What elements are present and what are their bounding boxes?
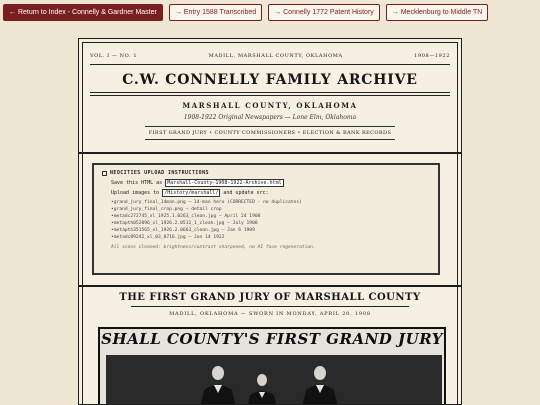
section-divider: [79, 152, 461, 154]
location-label: MADILL, MARSHALL COUNTY, OKLAHOMA: [208, 53, 343, 59]
tagline: 1908-1922 Original Newspapers — Lone Elm, Oklahoma: [183, 114, 357, 121]
article-headline: THE FIRST GRAND JURY OF MARSHALL COUNTY: [119, 292, 421, 303]
entry-1588-button[interactable]: → Entry 1588 Transcribed: [169, 4, 262, 21]
upload-path[interactable]: /History/marshall/: [164, 190, 219, 196]
return-to-index-button[interactable]: ← Return to Index - Connelly & Gardner Master: [3, 4, 163, 21]
photo-image: [106, 355, 438, 404]
scan-note: All scans cleaned: brightness/contrast sharpened, no AI face regeneration.: [111, 245, 316, 250]
list-item: • grand_jury_final_14man.png — 14-man hero (CORRECTED - no duplicates): [111, 200, 430, 205]
list-item: • metadc89242_xl_03_0716.jpg — Jan 14 1922: [111, 235, 430, 240]
years-label: 1908—1922: [414, 53, 450, 59]
divider: [90, 64, 450, 65]
page-subtitle: MARSHALL COUNTY, OKLAHOMA: [182, 101, 358, 110]
photo-caption: SHALL COUNTY'S FIRST GRAND JURY: [101, 330, 443, 348]
divider: [90, 92, 450, 93]
newspaper-page: [78, 38, 462, 405]
section-divider: [79, 285, 461, 287]
upload-suffix: and update src:: [223, 190, 269, 196]
volume-label: VOL. I — NO. 1: [90, 53, 138, 59]
page-title: C.W. CONNELLY FAMILY ARCHIVE: [122, 72, 418, 88]
upload-title: [102, 170, 430, 176]
mecklenburg-button[interactable]: → Mecklenburg to Middle TN: [386, 4, 489, 21]
upload-title-text: NEOCITIES UPLOAD INSTRUCTIONS: [110, 170, 209, 176]
save-instruction: [102, 180, 430, 186]
divider: [90, 95, 450, 96]
upload-instruction: [102, 190, 430, 196]
save-filename[interactable]: Marshall-County-1908-1922-Archive.html: [167, 180, 282, 186]
list-item: • metapth052096_xl_1926.2.0511_1_clean.jpg — July 1908: [111, 221, 430, 226]
document-icon: [102, 171, 107, 176]
article-dateline: MADILL, OKLAHOMA — SWORN IN MONDAY, APRIL 20, 1908: [169, 311, 371, 317]
connelly-patent-button[interactable]: → Connelly 1772 Patent History: [268, 4, 380, 21]
top-navigation: [0, 0, 540, 26]
topics-bar: FIRST GRAND JURY • COUNTY COMMISSIONERS • ELECTION & BANK RECORDS: [145, 126, 395, 140]
jurors-figures-icon: [106, 355, 442, 405]
masthead-bar: [90, 53, 450, 59]
save-prefix: Save this HTML as: [111, 180, 163, 186]
grand-jury-photo: [98, 327, 446, 405]
divider: [131, 306, 409, 307]
file-list: [111, 200, 430, 240]
upload-instructions-box: [92, 163, 440, 275]
list-item: • metadc272745_xl_1925.1.0263_clean.jpg — April 24 1908: [111, 214, 430, 219]
list-item: • metapth351565_xl_1926.2.0663_clean.jpg — Jan 6 1909: [111, 228, 430, 233]
upload-prefix: Upload images to: [111, 190, 160, 196]
list-item: • grand_jury_final_crop.png — detail crop: [111, 207, 430, 212]
